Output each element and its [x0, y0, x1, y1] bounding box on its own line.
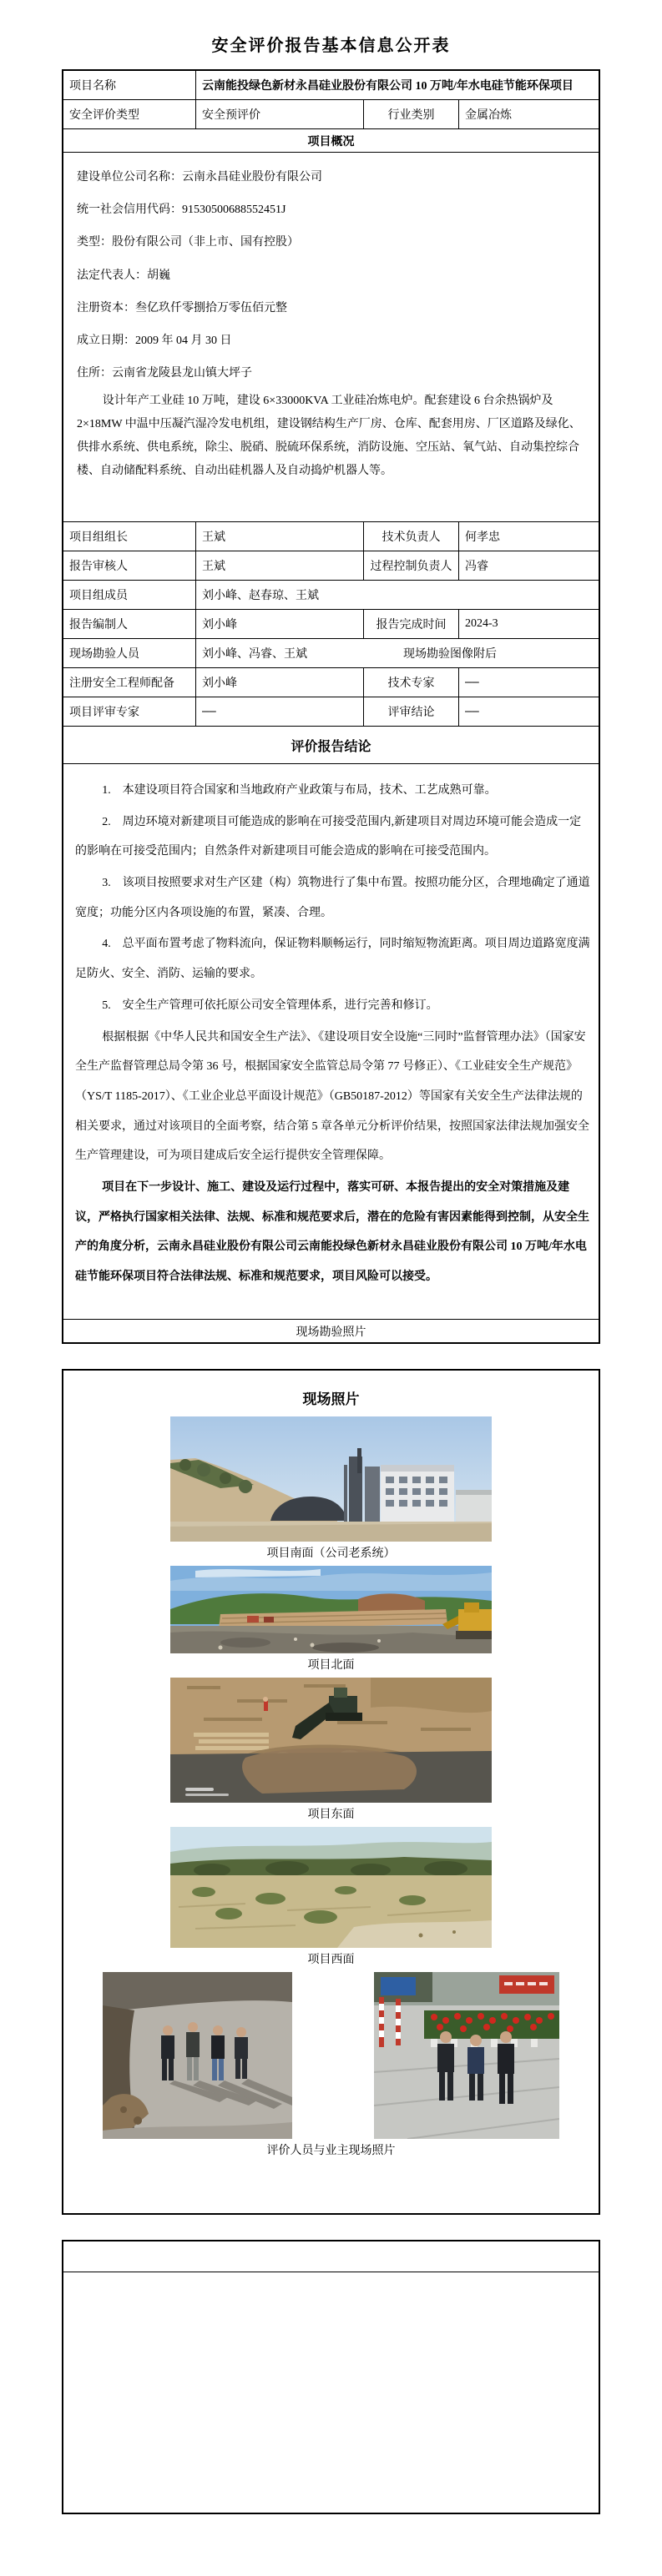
table-row-review-expert	[63, 697, 599, 726]
table-row-project-name	[63, 71, 599, 99]
photo-figure-west	[63, 1827, 599, 1948]
tech-expert-value: ——	[458, 668, 599, 697]
overview-header: 项目概况	[307, 135, 355, 148]
project-name-label: 项目名称	[69, 80, 116, 93]
photo-figure-east	[63, 1678, 599, 1803]
conclusion-final-statement: 项目在下一步设计、施工、建设及运行过程中，落实可研、本报告提出的安全对策措施及建议，严格执行国家相关法律、法规、标准和规范要求后，潜在的危险有害因素能得到控制，从安全生产的角度分析，云南永昌硅业股份有限公司云南能投绿色新材永昌硅业股份有限公司 10 万吨/年水电硅节能环保项目符合法律法规、标准和规范要求，项目风险可以接受。	[75, 1180, 589, 1283]
photo-pair-people	[63, 1972, 599, 2139]
overview-line: 法定代表人：胡巍	[77, 269, 170, 282]
survey-staff-value: 刘小峰、冯睿、王斌	[202, 648, 307, 661]
review-conclusion-label: 评审结论	[363, 697, 458, 726]
table-row-team-leader	[63, 521, 599, 551]
site-photos-section	[62, 1369, 600, 2215]
tech-lead-label: 技术负责人	[363, 522, 458, 551]
overview-line: 建设单位公司名称：云南永昌硅业股份有限公司	[77, 171, 322, 184]
table-row-eval-type	[63, 99, 599, 128]
photo-caption-west: 项目西面	[307, 1954, 355, 1966]
eval-type-label: 安全评价类型	[69, 109, 139, 122]
tech-lead-value: 何孝忠	[458, 522, 599, 551]
report-writer-value: 刘小峰	[195, 610, 363, 638]
section-header-overview-row	[63, 128, 599, 152]
table-row-safety-engineer	[63, 667, 599, 697]
overview-line: 统一社会信用代码：91530500688552451J	[77, 204, 286, 217]
survey-staff-label: 现场勘验人员	[69, 648, 139, 661]
empty-table-row-1	[63, 2241, 599, 2272]
review-expert-value: ——	[195, 697, 363, 726]
team-leader-value: 王斌	[195, 522, 363, 551]
conclusion-item: 1. 本建设项目符合国家和当地政府产业政策与布局，技术、工艺成熟可靠。	[102, 784, 497, 797]
review-expert-label: 项目评审专家	[69, 707, 139, 719]
table-row-report-reviewer	[63, 551, 599, 580]
project-name-value: 云南能投绿色新材永昌硅业股份有限公司 10 万吨/年水电硅节能环保项目	[195, 71, 599, 99]
industry-label: 行业类别	[363, 100, 458, 128]
team-leader-label: 项目组组长	[69, 531, 128, 544]
eval-type-value: 安全预评价	[195, 100, 363, 128]
review-conclusion-value: ——	[458, 697, 599, 726]
table-row-report-writer	[63, 609, 599, 638]
report-date-value: 2024-3	[458, 610, 599, 638]
photo-project-north-image	[170, 1566, 492, 1653]
empty-table	[62, 2240, 600, 2514]
photo-caption-east: 项目东面	[307, 1809, 355, 1821]
report-writer-label: 报告编制人	[69, 619, 128, 631]
conclusion-item: 4. 总平面布置考虑了物料流向，保证物料顺畅运行，同时缩短物流距离。项目周边道路宽度满足防火、安全、消防、运输的要求。	[75, 938, 590, 981]
overview-line: 注册资本：叁亿玖仟零捌拾万零伍佰元整	[77, 301, 287, 314]
info-table	[62, 69, 600, 1344]
table-row-team-members	[63, 580, 599, 609]
conclusion-item: 2. 周边环境对新建项目可能造成的影响在可接受范围内,新建项目对周边环境可能会造成一定的影响在可接受范围内；自然条件对新建项目可能会造成的影响在可接受范围内。	[75, 815, 582, 858]
overview-content	[63, 153, 599, 521]
overview-line: 住所：云南省龙陵县龙山镇大坪子	[77, 367, 252, 380]
page-title: 安全评价报告基本信息公开表	[211, 37, 451, 55]
photo-project-east-image	[170, 1678, 492, 1803]
conclusion-content-row	[63, 763, 599, 1319]
photo-caption-north: 项目北面	[307, 1659, 355, 1672]
photo-project-south-image	[170, 1416, 492, 1542]
site-photos-title: 现场照片	[302, 1391, 360, 1407]
report-reviewer-value: 王斌	[195, 551, 363, 580]
photo-evaluators-site-image	[103, 1972, 292, 2139]
team-members-value: 刘小峰、赵春琼、王斌	[195, 581, 599, 609]
survey-staff-cell	[195, 639, 599, 667]
conclusion-item: 5. 安全生产管理可依托原公司安全管理体系，进行完善和修订。	[102, 999, 438, 1012]
photo-figure-south	[63, 1416, 599, 1542]
photo-caption-people: 评价人员与业主现场照片	[266, 2145, 396, 2157]
photo-caption-south: 项目南面（公司老系统）	[266, 1547, 396, 1560]
photo-project-west-image	[170, 1827, 492, 1948]
conclusion-content	[63, 764, 599, 1319]
safety-engineer-value: 刘小峰	[195, 668, 363, 697]
report-date-label: 报告完成时间	[363, 610, 458, 638]
report-reviewer-label: 报告审核人	[69, 561, 128, 573]
overview-design-paragraph: 设计年产工业硅 10 万吨，建设 6×33000KVA 工业硅冶炼电炉。配套建设 6 台余热锅炉及 2×18MW 中温中压凝汽湿冷发电机组，建设钢结构生产厂房、仓库、配套用房、厂区道路及绿化、供排水系统、供电系统，除尘、脱硝、脱硫环保系统，消防设施、空压站、氧气站、自动集控综合楼、自动储配料系统、自动出硅机器人及自动捣炉机器人等。	[77, 395, 581, 478]
conclusion-header: 评价报告结论	[291, 739, 371, 754]
overview-line: 类型：股份有限公司（非上市、国有控股）	[77, 236, 299, 249]
survey-images-note: 现场勘验图像附后	[403, 648, 497, 661]
safety-engineer-label: 注册安全工程师配备	[69, 677, 174, 690]
empty-table-row-2	[63, 2272, 599, 2513]
table-row-survey-staff	[63, 638, 599, 667]
survey-photos-row	[63, 1319, 599, 1342]
overview-line: 成立日期：2009 年 04 月 30 日	[77, 334, 232, 347]
section-header-conclusion-row	[63, 726, 599, 763]
overview-content-row	[63, 152, 599, 521]
team-members-label: 项目组成员	[69, 590, 128, 602]
photo-evaluators-gate-image	[374, 1972, 559, 2139]
survey-photos-label: 现场勘验照片	[296, 1326, 366, 1339]
process-control-value: 冯睿	[458, 551, 599, 580]
conclusion-item: 3. 该项目按照要求对生产区建（构）筑物进行了集中布置。按照功能分区，合理地确定了通道宽度；功能分区内各项设施的布置，紧凑、合理。	[75, 877, 590, 919]
industry-value: 金属冶炼	[458, 100, 599, 128]
process-control-label: 过程控制负责人	[363, 551, 458, 580]
tech-expert-label: 技术专家	[363, 668, 458, 697]
photo-figure-north	[63, 1566, 599, 1653]
conclusion-legal-basis: 根据根据《中华人民共和国安全生产法》、《建设项目安全设施“三同时”监督管理办法》（国家安全生产监督管理总局令第 36 号，根据国家安全监管总局令第 77 号修正）、《工业硅安全生产规范》（YS/T 1185-2017）、《工业企业总平面设计规范》（GB50187-2012）等国家有关安全生产法律法规的相关要求，通过对该项目的全面考察，结合第 5 章各单元分析评价结果，按照国家法律法规加强安全生产管理建设，可为项目建成后安全运行提供安全管理保障。	[75, 1030, 589, 1163]
